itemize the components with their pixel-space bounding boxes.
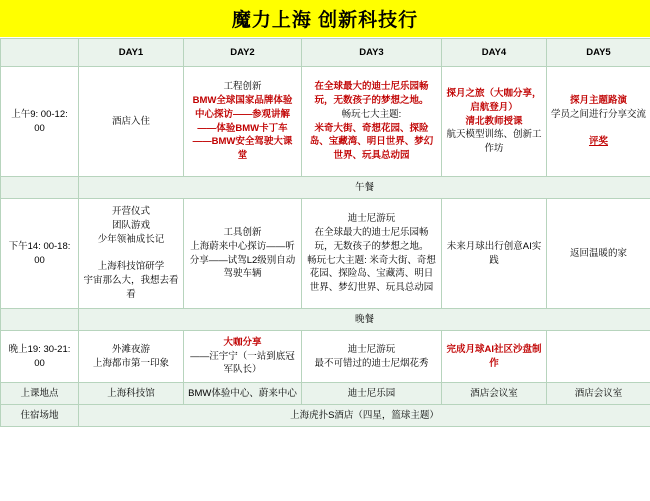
accommodation-label: 住宿场地 <box>1 405 79 427</box>
evening-day2-line2: ——汪宇宁（一站到底冠军队长） <box>190 350 295 376</box>
evening-day2-line1: 大咖分享 <box>223 336 262 348</box>
morning-day4 <box>442 67 547 177</box>
afternoon-day3-line1: 迪士尼游玩 <box>347 213 396 225</box>
morning-day2-line1: 工程创新 <box>223 81 262 93</box>
evening-day1-line2: 上海都市第一印象 <box>92 357 169 369</box>
morning-day3 <box>302 67 442 177</box>
evening-day3-line2: 最不可错过的迪士尼烟花秀 <box>314 357 429 369</box>
evening-time: 晚上19: 30-21: 00 <box>1 331 79 383</box>
afternoon-day3-line3: 畅玩七大主题: 米奇大街、奇想花园、探险岛、宝藏湾、明日世界、梦幻世界、玩具总动园 <box>307 254 436 294</box>
morning-day4-line1: 探月之旅（大咖分享，启航登月） <box>446 88 542 113</box>
evening-day4-text: 完成月球AI社区沙盘制作 <box>446 343 542 369</box>
classroom-label: 上课地点 <box>1 383 79 405</box>
morning-day5-line2: 学员之间进行分享交流 <box>551 108 647 120</box>
morning-day5 <box>547 67 650 177</box>
row-dinner <box>1 309 650 331</box>
header-day3: DAY3 <box>302 39 442 67</box>
afternoon-day1-line1: 开营仪式 <box>111 206 150 218</box>
row-evening <box>1 331 650 383</box>
morning-day3-line2: 畅玩七大主题: <box>341 108 402 120</box>
afternoon-day2-line1: 工具创新 <box>223 226 262 238</box>
evening-day3 <box>302 331 442 383</box>
page-title: 魔力上海 创新科技行 <box>231 10 419 31</box>
evening-day1-line1: 外滩夜游 <box>111 343 150 355</box>
row-classroom <box>1 383 650 405</box>
dinner-label: 晚餐 <box>79 309 650 331</box>
afternoon-day1-line2: 团队游戏 <box>111 220 150 232</box>
evening-day4 <box>442 331 547 383</box>
morning-day1: 酒店入住 <box>79 67 184 177</box>
itinerary-table <box>0 38 650 427</box>
afternoon-day2-line2: 上海蔚来中心探访——听分享——试驾L2级别自动驾驶车辆 <box>189 240 296 280</box>
morning-day5-line1: 探月主题路演 <box>569 94 627 106</box>
header-day2: DAY2 <box>184 39 302 67</box>
row-afternoon <box>1 199 650 309</box>
row-morning <box>1 67 650 177</box>
header-day5: DAY5 <box>547 39 650 67</box>
classroom-day4: 酒店会议室 <box>442 383 547 405</box>
lunch-blank <box>1 177 79 199</box>
morning-day5-line3: 评奖 <box>588 136 608 148</box>
morning-day4-line3: 航天模型训练、创新工作坊 <box>446 129 542 155</box>
evening-day2 <box>184 331 302 383</box>
dinner-blank <box>1 309 79 331</box>
afternoon-day1 <box>79 199 184 309</box>
afternoon-day4: 未来月球出行创意AI实践 <box>442 199 547 309</box>
afternoon-day1-line4: 上海科技馆研学 <box>97 261 165 273</box>
header-day1: DAY1 <box>79 39 184 67</box>
accommodation-value: 上海虎扑S酒店（四星，篮球主题） <box>79 405 650 427</box>
lunch-label: 午餐 <box>79 177 650 199</box>
evening-day5 <box>547 331 650 383</box>
afternoon-day3-line2: 在全球最大的迪士尼乐园畅玩，无数孩子的梦想之地。 <box>314 226 429 252</box>
morning-day2 <box>184 67 302 177</box>
header-blank <box>1 39 79 67</box>
classroom-day1: 上海科技馆 <box>79 383 184 405</box>
morning-day4-line2: 清北教师授课 <box>465 115 523 127</box>
page-title-bar <box>0 0 650 38</box>
classroom-day5: 酒店会议室 <box>547 383 650 405</box>
afternoon-day5: 返回温暖的家 <box>547 199 650 309</box>
classroom-day3: 迪士尼乐园 <box>302 383 442 405</box>
row-lunch <box>1 177 650 199</box>
afternoon-day1-line3: 少年领袖成长记 <box>97 233 165 245</box>
evening-day1 <box>79 331 184 383</box>
row-accommodation <box>1 405 650 427</box>
morning-day3-line3: 米奇大街、奇想花园、探险岛、宝藏湾、明日世界、梦幻世界、玩具总动园 <box>309 122 434 162</box>
table-header-row <box>1 39 650 67</box>
morning-day2-line2: BMW全球国家品牌体验中心探访——参观讲解——体验BMW卡丁车——BMW安全驾驶大课堂 <box>192 94 293 162</box>
morning-day3-line1: 在全球最大的迪士尼乐园畅玩，无数孩子的梦想之地。 <box>314 81 429 106</box>
evening-day3-line1: 迪士尼游玩 <box>347 343 396 355</box>
morning-time: 上午9: 00-12: 00 <box>1 67 79 177</box>
classroom-day2: BMW体验中心、蔚来中心 <box>184 383 302 405</box>
afternoon-day3 <box>302 199 442 309</box>
afternoon-day2 <box>184 199 302 309</box>
afternoon-time: 下午14: 00-18: 00 <box>1 199 79 309</box>
afternoon-day1-line5: 宇宙那么大，我想去看看 <box>83 275 179 300</box>
header-day4: DAY4 <box>442 39 547 67</box>
